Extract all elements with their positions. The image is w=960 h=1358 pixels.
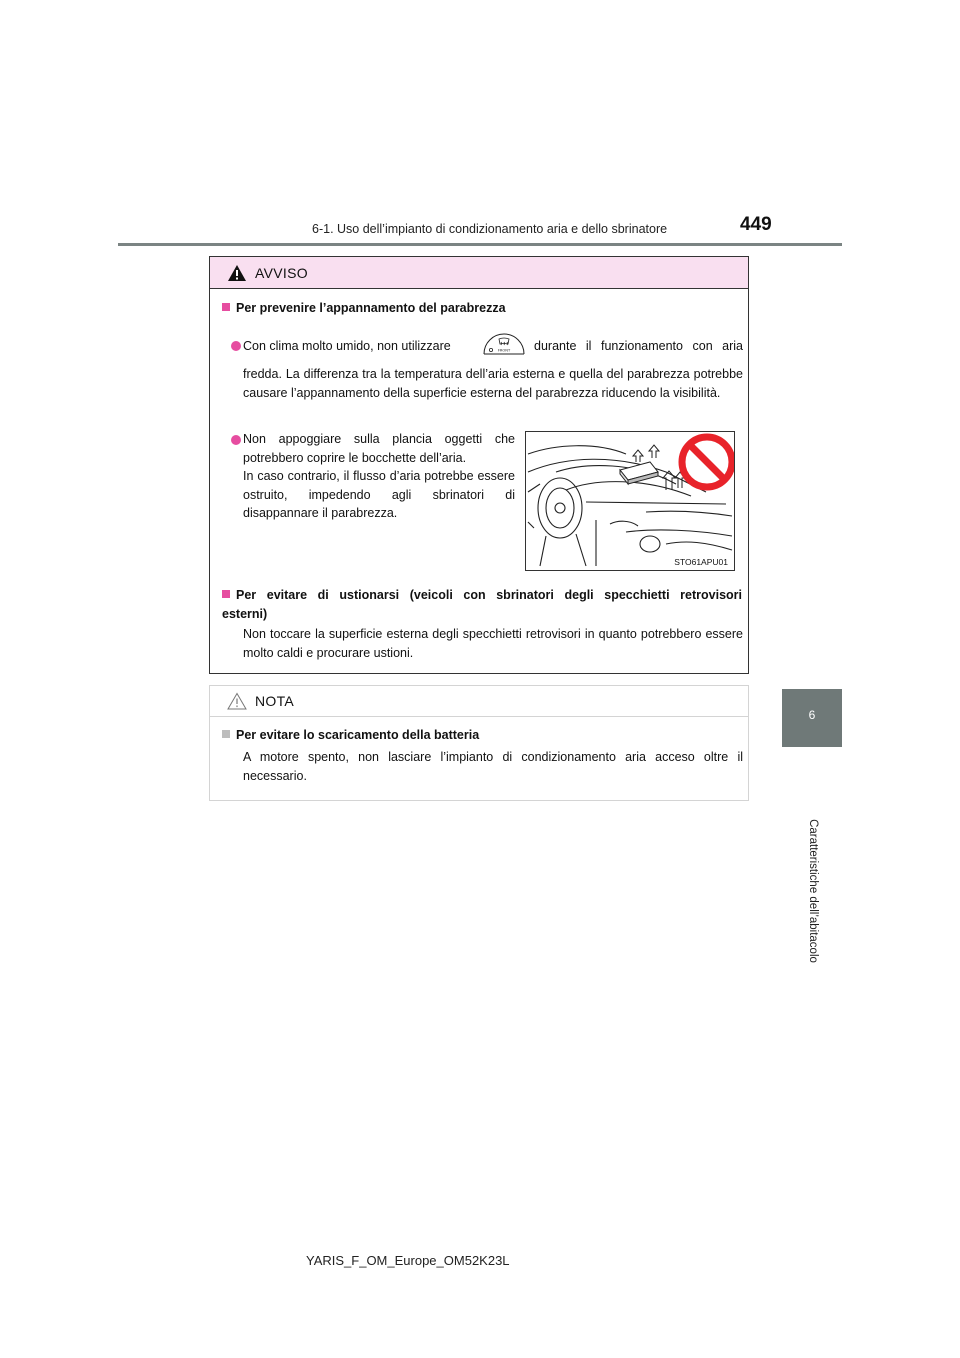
note-text: A motore spento, non lasciare l’impianto di condizionamento aria acceso oltre il necessario. xyxy=(243,750,743,783)
dashboard-vents-drawing xyxy=(526,432,734,570)
svg-text:FRONT: FRONT xyxy=(497,348,511,353)
page-number: 449 xyxy=(740,214,772,235)
chapter-label: Caratteristiche dell’abitacolo xyxy=(807,819,819,963)
bullet1-after-button: durante il funzionamento con aria xyxy=(534,339,743,353)
note-header xyxy=(210,686,748,717)
section-title-fog: Per prevenire l’appannamento del parabrezza xyxy=(222,301,506,315)
square-bullet-icon xyxy=(222,730,230,738)
note-label: NOTA xyxy=(255,693,295,709)
prohibition-icon xyxy=(682,437,732,487)
chapter-tab xyxy=(782,689,842,747)
section2-text: Non toccare la superficie esterna degli specchietti retrovisori in quanto potrebbero essere molto caldi e procurare ustioni. xyxy=(243,627,743,660)
chapter-number: 6 xyxy=(808,708,816,722)
bullet-dot-icon xyxy=(231,435,241,445)
bullet1-text: fredda. La differenza tra la temperatura dell’aria esterna e quella del parabrezza potrebbe causare l’appannamento della superficie esterna del parabrezza riducendo la visibilità. xyxy=(243,367,743,400)
note-section-title: Per evitare lo scaricamento della batteria xyxy=(222,728,479,742)
front-defogger-button-icon xyxy=(482,333,526,355)
dashboard-illustration xyxy=(525,431,735,571)
warning-triangle-icon xyxy=(227,264,247,282)
figure-code: STO61APU01 xyxy=(674,557,728,567)
warning-header xyxy=(210,257,748,289)
square-bullet-icon xyxy=(222,303,230,311)
square-bullet-icon xyxy=(222,590,230,598)
caution-triangle-outline-icon xyxy=(227,692,247,710)
bullet1-first-line: Con clima molto umido, non utilizzare xyxy=(243,339,451,353)
header-section-title: 6-1. Uso dell’impianto di condizionamento aria e dello sbrinatore xyxy=(312,222,668,236)
bullet2-text: Non appoggiare sulla plancia oggetti che potrebbero coprire le bocchette dell’aria. In caso contrario, il flusso d’aria potrebbe essere ostruito, impedendo agli sbrinatori di disappannare il parabrezza. xyxy=(243,432,515,520)
document-code: YARIS_F_OM_Europe_OM52K23L xyxy=(306,1253,510,1268)
note-box xyxy=(209,685,749,801)
header-divider xyxy=(118,243,842,246)
section-title-burn: Per evitare di ustionarsi (veicoli con sbrinatori degli specchietti retrovisori esterni) xyxy=(222,588,742,621)
warning-label: AVVISO xyxy=(255,264,308,281)
bullet-dot-icon xyxy=(231,341,241,351)
